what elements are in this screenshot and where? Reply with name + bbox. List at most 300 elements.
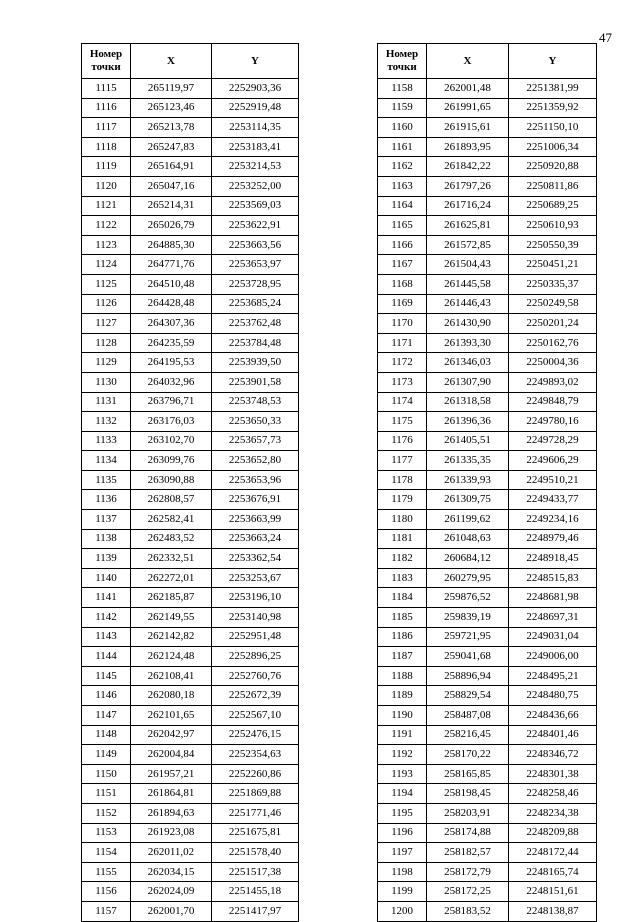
point-number-cell: 1155	[82, 862, 131, 882]
y-coordinate-cell: 2248209,88	[509, 823, 597, 843]
x-coordinate-cell: 261430,90	[427, 314, 509, 334]
header-y: Y	[509, 44, 597, 79]
x-coordinate-cell: 265047,16	[131, 176, 212, 196]
x-coordinate-cell: 260279,95	[427, 568, 509, 588]
x-coordinate-cell: 262080,18	[131, 686, 212, 706]
x-coordinate-cell: 261318,58	[427, 392, 509, 412]
table-row	[82, 176, 299, 196]
table-row	[82, 392, 299, 412]
table-row	[82, 745, 299, 765]
x-coordinate-cell: 261445,58	[427, 274, 509, 294]
table-row	[82, 431, 299, 451]
point-number-cell: 1179	[378, 490, 427, 510]
y-coordinate-cell: 2249893,02	[509, 372, 597, 392]
x-coordinate-cell: 262808,57	[131, 490, 212, 510]
header-x: X	[427, 44, 509, 79]
x-coordinate-cell: 265214,31	[131, 196, 212, 216]
point-number-cell: 1131	[82, 392, 131, 412]
y-coordinate-cell: 2250162,76	[509, 333, 597, 353]
x-coordinate-cell: 261446,43	[427, 294, 509, 314]
table-row	[82, 588, 299, 608]
x-coordinate-cell: 258203,91	[427, 803, 509, 823]
point-number-cell: 1141	[82, 588, 131, 608]
y-coordinate-cell: 2253653,96	[212, 470, 299, 490]
y-coordinate-cell: 2253728,95	[212, 274, 299, 294]
point-number-cell: 1142	[82, 608, 131, 628]
y-coordinate-cell: 2253657,73	[212, 431, 299, 451]
y-coordinate-cell: 2251675,81	[212, 823, 299, 843]
x-coordinate-cell: 261716,24	[427, 196, 509, 216]
y-coordinate-cell: 2248436,66	[509, 706, 597, 726]
y-coordinate-cell: 2249433,77	[509, 490, 597, 510]
point-number-cell: 1190	[378, 706, 427, 726]
x-coordinate-cell: 261048,63	[427, 529, 509, 549]
table-row	[378, 274, 597, 294]
y-coordinate-cell: 2250201,24	[509, 314, 597, 334]
point-number-cell: 1166	[378, 235, 427, 255]
table-row	[82, 706, 299, 726]
point-number-cell: 1171	[378, 333, 427, 353]
table-row	[82, 216, 299, 236]
table-row	[378, 764, 597, 784]
y-coordinate-cell: 2251150,10	[509, 118, 597, 138]
point-number-cell: 1151	[82, 784, 131, 804]
y-coordinate-cell: 2248480,75	[509, 686, 597, 706]
x-coordinate-cell: 262124,48	[131, 647, 212, 667]
point-number-cell: 1191	[378, 725, 427, 745]
point-number-cell: 1126	[82, 294, 131, 314]
header-point-number: Номер точки	[82, 44, 131, 79]
y-coordinate-cell: 2250249,58	[509, 294, 597, 314]
point-number-cell: 1178	[378, 470, 427, 490]
y-coordinate-cell: 2253196,10	[212, 588, 299, 608]
table-row	[378, 235, 597, 255]
table-row	[82, 803, 299, 823]
point-number-cell: 1136	[82, 490, 131, 510]
point-number-cell: 1174	[378, 392, 427, 412]
x-coordinate-cell: 258172,79	[427, 862, 509, 882]
point-number-cell: 1182	[378, 549, 427, 569]
table-row	[378, 451, 597, 471]
y-coordinate-cell: 2252354,63	[212, 745, 299, 765]
y-coordinate-cell: 2251771,46	[212, 803, 299, 823]
table-row	[82, 627, 299, 647]
table-row	[82, 118, 299, 138]
y-coordinate-cell: 2249780,16	[509, 412, 597, 432]
point-number-cell: 1196	[378, 823, 427, 843]
table-row	[82, 608, 299, 628]
point-number-cell: 1130	[82, 372, 131, 392]
point-number-cell: 1116	[82, 98, 131, 118]
point-number-cell: 1199	[378, 882, 427, 902]
point-number-cell: 1140	[82, 568, 131, 588]
point-number-cell: 1156	[82, 882, 131, 902]
point-number-cell: 1153	[82, 823, 131, 843]
x-coordinate-cell: 258165,85	[427, 764, 509, 784]
y-coordinate-cell: 2248258,46	[509, 784, 597, 804]
y-coordinate-cell: 2252903,36	[212, 79, 299, 99]
x-coordinate-cell: 261797,26	[427, 176, 509, 196]
x-coordinate-cell: 262011,02	[131, 843, 212, 863]
table-row	[378, 79, 597, 99]
table-header-row	[82, 44, 299, 79]
table-row	[378, 118, 597, 138]
coordinates-table-right	[377, 43, 597, 922]
point-number-cell: 1134	[82, 451, 131, 471]
table-row	[82, 882, 299, 902]
y-coordinate-cell: 2249848,79	[509, 392, 597, 412]
x-coordinate-cell: 262185,87	[131, 588, 212, 608]
x-coordinate-cell: 258182,57	[427, 843, 509, 863]
x-coordinate-cell: 258174,88	[427, 823, 509, 843]
y-coordinate-cell: 2253140,98	[212, 608, 299, 628]
table-row	[378, 372, 597, 392]
x-coordinate-cell: 262034,15	[131, 862, 212, 882]
point-number-cell: 1120	[82, 176, 131, 196]
table-row	[378, 510, 597, 530]
point-number-cell: 1163	[378, 176, 427, 196]
x-coordinate-cell: 261307,90	[427, 372, 509, 392]
point-number-cell: 1124	[82, 255, 131, 275]
header-y: Y	[212, 44, 299, 79]
x-coordinate-cell: 264510,48	[131, 274, 212, 294]
x-coordinate-cell: 259721,95	[427, 627, 509, 647]
table-row	[378, 412, 597, 432]
table-row	[82, 451, 299, 471]
y-coordinate-cell: 2253676,91	[212, 490, 299, 510]
page-number: 47	[599, 30, 612, 45]
table-row	[378, 392, 597, 412]
table-row	[82, 314, 299, 334]
table-row	[82, 510, 299, 530]
point-number-cell: 1122	[82, 216, 131, 236]
x-coordinate-cell: 258172,25	[427, 882, 509, 902]
point-number-cell: 1185	[378, 608, 427, 628]
point-number-cell: 1117	[82, 118, 131, 138]
table-row	[378, 137, 597, 157]
x-coordinate-cell: 261339,93	[427, 470, 509, 490]
table-row	[82, 686, 299, 706]
x-coordinate-cell: 263796,71	[131, 392, 212, 412]
x-coordinate-cell: 265247,83	[131, 137, 212, 157]
point-number-cell: 1159	[378, 98, 427, 118]
y-coordinate-cell: 2249728,29	[509, 431, 597, 451]
point-number-cell: 1147	[82, 706, 131, 726]
y-coordinate-cell: 2253939,50	[212, 353, 299, 373]
x-coordinate-cell: 263090,88	[131, 470, 212, 490]
y-coordinate-cell: 2248346,72	[509, 745, 597, 765]
table-row	[378, 588, 597, 608]
table-row	[82, 372, 299, 392]
point-number-cell: 1200	[378, 901, 427, 921]
table-row	[378, 431, 597, 451]
point-number-cell: 1184	[378, 588, 427, 608]
point-number-cell: 1160	[378, 118, 427, 138]
point-number-cell: 1194	[378, 784, 427, 804]
point-number-cell: 1189	[378, 686, 427, 706]
point-number-cell: 1146	[82, 686, 131, 706]
table-row	[82, 490, 299, 510]
x-coordinate-cell: 261504,43	[427, 255, 509, 275]
x-coordinate-cell: 261864,81	[131, 784, 212, 804]
x-coordinate-cell: 258170,22	[427, 745, 509, 765]
point-number-cell: 1128	[82, 333, 131, 353]
y-coordinate-cell: 2250004,36	[509, 353, 597, 373]
table-row	[378, 98, 597, 118]
table-row	[378, 725, 597, 745]
table-row	[82, 294, 299, 314]
y-coordinate-cell: 2253214,53	[212, 157, 299, 177]
y-coordinate-cell: 2253650,33	[212, 412, 299, 432]
table-row	[378, 823, 597, 843]
point-number-cell: 1165	[378, 216, 427, 236]
y-coordinate-cell: 2253569,03	[212, 196, 299, 216]
table-row	[378, 862, 597, 882]
y-coordinate-cell: 2251006,34	[509, 137, 597, 157]
x-coordinate-cell: 264307,36	[131, 314, 212, 334]
y-coordinate-cell: 2252260,86	[212, 764, 299, 784]
y-coordinate-cell: 2249031,04	[509, 627, 597, 647]
x-coordinate-cell: 260684,12	[427, 549, 509, 569]
y-coordinate-cell: 2248495,21	[509, 666, 597, 686]
header-x: X	[131, 44, 212, 79]
table-row	[82, 235, 299, 255]
x-coordinate-cell: 264885,30	[131, 235, 212, 255]
x-coordinate-cell: 261396,36	[427, 412, 509, 432]
y-coordinate-cell: 2253748,53	[212, 392, 299, 412]
x-coordinate-cell: 261893,95	[427, 137, 509, 157]
coordinates-table-left	[81, 43, 299, 922]
table-row	[82, 784, 299, 804]
y-coordinate-cell: 2251578,40	[212, 843, 299, 863]
table-row	[378, 803, 597, 823]
x-coordinate-cell: 262024,09	[131, 882, 212, 902]
table-row	[82, 764, 299, 784]
point-number-cell: 1137	[82, 510, 131, 530]
table-row	[82, 412, 299, 432]
y-coordinate-cell: 2248165,74	[509, 862, 597, 882]
y-coordinate-cell: 2248301,38	[509, 764, 597, 784]
x-coordinate-cell: 261842,22	[427, 157, 509, 177]
point-number-cell: 1152	[82, 803, 131, 823]
table-row	[378, 314, 597, 334]
y-coordinate-cell: 2253685,24	[212, 294, 299, 314]
point-number-cell: 1175	[378, 412, 427, 432]
y-coordinate-cell: 2250920,88	[509, 157, 597, 177]
point-number-cell: 1149	[82, 745, 131, 765]
y-coordinate-cell: 2253663,99	[212, 510, 299, 530]
x-coordinate-cell: 262149,55	[131, 608, 212, 628]
x-coordinate-cell: 265119,97	[131, 79, 212, 99]
table-row	[82, 333, 299, 353]
y-coordinate-cell: 2250610,93	[509, 216, 597, 236]
point-number-cell: 1173	[378, 372, 427, 392]
table-row	[82, 196, 299, 216]
y-coordinate-cell: 2251517,38	[212, 862, 299, 882]
table-row	[82, 549, 299, 569]
y-coordinate-cell: 2253784,48	[212, 333, 299, 353]
y-coordinate-cell: 2250335,37	[509, 274, 597, 294]
table-row	[378, 353, 597, 373]
table-row	[82, 901, 299, 921]
point-number-cell: 1161	[378, 137, 427, 157]
y-coordinate-cell: 2253653,97	[212, 255, 299, 275]
point-number-cell: 1119	[82, 157, 131, 177]
point-number-cell: 1129	[82, 353, 131, 373]
table-row	[378, 843, 597, 863]
y-coordinate-cell: 2253362,54	[212, 549, 299, 569]
table-row	[378, 490, 597, 510]
point-number-cell: 1169	[378, 294, 427, 314]
table-row	[378, 901, 597, 921]
table-row	[82, 666, 299, 686]
x-coordinate-cell: 258829,54	[427, 686, 509, 706]
header-point-number: Номер точки	[378, 44, 427, 79]
x-coordinate-cell: 261393,30	[427, 333, 509, 353]
y-coordinate-cell: 2251381,99	[509, 79, 597, 99]
x-coordinate-cell: 261335,35	[427, 451, 509, 471]
x-coordinate-cell: 261957,21	[131, 764, 212, 784]
point-number-cell: 1148	[82, 725, 131, 745]
y-coordinate-cell: 2248172,44	[509, 843, 597, 863]
x-coordinate-cell: 261346,03	[427, 353, 509, 373]
y-coordinate-cell: 2253114,35	[212, 118, 299, 138]
point-number-cell: 1181	[378, 529, 427, 549]
x-coordinate-cell: 264771,76	[131, 255, 212, 275]
point-number-cell: 1187	[378, 647, 427, 667]
point-number-cell: 1144	[82, 647, 131, 667]
table-row	[378, 882, 597, 902]
y-coordinate-cell: 2253663,24	[212, 529, 299, 549]
x-coordinate-cell: 263176,03	[131, 412, 212, 432]
x-coordinate-cell: 265213,78	[131, 118, 212, 138]
x-coordinate-cell: 258216,45	[427, 725, 509, 745]
table-row	[378, 294, 597, 314]
table-row	[82, 157, 299, 177]
y-coordinate-cell: 2248681,98	[509, 588, 597, 608]
table-row	[378, 549, 597, 569]
x-coordinate-cell: 261405,51	[427, 431, 509, 451]
x-coordinate-cell: 259876,52	[427, 588, 509, 608]
y-coordinate-cell: 2253663,56	[212, 235, 299, 255]
point-number-cell: 1183	[378, 568, 427, 588]
y-coordinate-cell: 2249234,16	[509, 510, 597, 530]
x-coordinate-cell: 263099,76	[131, 451, 212, 471]
table-row	[82, 568, 299, 588]
x-coordinate-cell: 262582,41	[131, 510, 212, 530]
table-row	[378, 529, 597, 549]
y-coordinate-cell: 2248234,38	[509, 803, 597, 823]
y-coordinate-cell: 2253252,00	[212, 176, 299, 196]
x-coordinate-cell: 264235,59	[131, 333, 212, 353]
table-header-row	[378, 44, 597, 79]
table-row	[378, 686, 597, 706]
point-number-cell: 1197	[378, 843, 427, 863]
x-coordinate-cell: 264195,53	[131, 353, 212, 373]
point-number-cell: 1164	[378, 196, 427, 216]
x-coordinate-cell: 262042,97	[131, 725, 212, 745]
y-coordinate-cell: 2250689,25	[509, 196, 597, 216]
table-row	[82, 470, 299, 490]
x-coordinate-cell: 258198,45	[427, 784, 509, 804]
table-row	[378, 706, 597, 726]
y-coordinate-cell: 2248138,87	[509, 901, 597, 921]
y-coordinate-cell: 2252951,48	[212, 627, 299, 647]
point-number-cell: 1192	[378, 745, 427, 765]
x-coordinate-cell: 262108,41	[131, 666, 212, 686]
table-row	[378, 470, 597, 490]
point-number-cell: 1167	[378, 255, 427, 275]
point-number-cell: 1143	[82, 627, 131, 647]
point-number-cell: 1118	[82, 137, 131, 157]
y-coordinate-cell: 2253183,41	[212, 137, 299, 157]
x-coordinate-cell: 265026,79	[131, 216, 212, 236]
y-coordinate-cell: 2253652,80	[212, 451, 299, 471]
y-coordinate-cell: 2251869,88	[212, 784, 299, 804]
point-number-cell: 1123	[82, 235, 131, 255]
y-coordinate-cell: 2251359,92	[509, 98, 597, 118]
x-coordinate-cell: 265164,91	[131, 157, 212, 177]
point-number-cell: 1162	[378, 157, 427, 177]
x-coordinate-cell: 261991,65	[427, 98, 509, 118]
point-number-cell: 1154	[82, 843, 131, 863]
point-number-cell: 1176	[378, 431, 427, 451]
point-number-cell: 1188	[378, 666, 427, 686]
x-coordinate-cell: 258487,08	[427, 706, 509, 726]
y-coordinate-cell: 2251455,18	[212, 882, 299, 902]
point-number-cell: 1172	[378, 353, 427, 373]
table-row	[82, 647, 299, 667]
x-coordinate-cell: 262272,01	[131, 568, 212, 588]
x-coordinate-cell: 261625,81	[427, 216, 509, 236]
y-coordinate-cell: 2252760,76	[212, 666, 299, 686]
x-coordinate-cell: 264032,96	[131, 372, 212, 392]
x-coordinate-cell: 262001,48	[427, 79, 509, 99]
table-row	[82, 862, 299, 882]
table-row	[378, 255, 597, 275]
x-coordinate-cell: 262101,65	[131, 706, 212, 726]
y-coordinate-cell: 2252672,39	[212, 686, 299, 706]
point-number-cell: 1135	[82, 470, 131, 490]
y-coordinate-cell: 2253253,67	[212, 568, 299, 588]
point-number-cell: 1139	[82, 549, 131, 569]
table-row	[378, 216, 597, 236]
table-row	[378, 568, 597, 588]
table-row	[378, 608, 597, 628]
table-row	[82, 79, 299, 99]
y-coordinate-cell: 2250811,86	[509, 176, 597, 196]
x-coordinate-cell: 261894,63	[131, 803, 212, 823]
x-coordinate-cell: 262142,82	[131, 627, 212, 647]
y-coordinate-cell: 2252919,48	[212, 98, 299, 118]
table-row	[82, 274, 299, 294]
point-number-cell: 1193	[378, 764, 427, 784]
point-number-cell: 1198	[378, 862, 427, 882]
table-row	[82, 353, 299, 373]
x-coordinate-cell: 262483,52	[131, 529, 212, 549]
y-coordinate-cell: 2253762,48	[212, 314, 299, 334]
y-coordinate-cell: 2248979,46	[509, 529, 597, 549]
x-coordinate-cell: 262004,84	[131, 745, 212, 765]
table-row	[378, 647, 597, 667]
x-coordinate-cell: 259041,68	[427, 647, 509, 667]
point-number-cell: 1158	[378, 79, 427, 99]
y-coordinate-cell: 2252476,15	[212, 725, 299, 745]
table-row	[378, 157, 597, 177]
point-number-cell: 1138	[82, 529, 131, 549]
x-coordinate-cell: 264428,48	[131, 294, 212, 314]
y-coordinate-cell: 2252896,25	[212, 647, 299, 667]
